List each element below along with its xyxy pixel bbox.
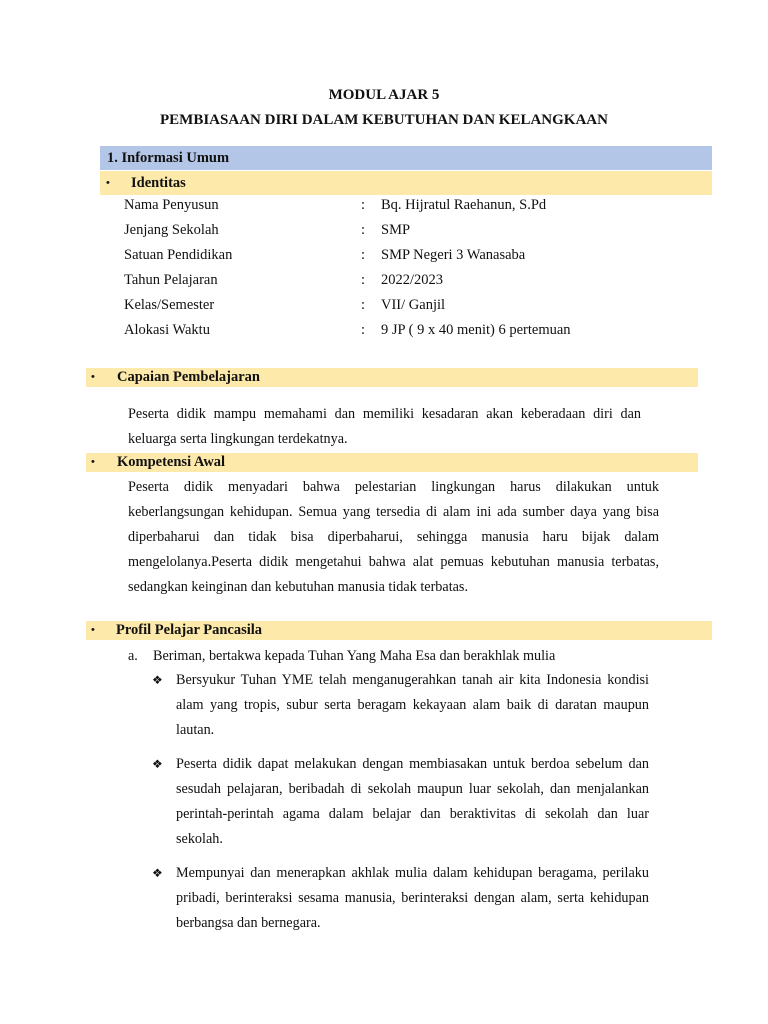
info-value: 2022/2023 (381, 272, 444, 288)
profil-point: Mempunyai dan menerapkan akhlak mulia dalam kehidupan beragama, perilaku pribadi, berinteraksi sesama manusia, berinteraksi dengan alam, serta kehidupan berbangsa dan bernegara. (176, 865, 649, 931)
profil-item-a-marker: a. (128, 648, 138, 664)
profil-header (86, 621, 712, 640)
identitas-label: Identitas (131, 175, 186, 191)
capaian-label: Capaian Pembelajaran (117, 369, 260, 385)
bullet-icon: • (106, 177, 110, 189)
info-value: SMP (381, 222, 411, 238)
info-label: Kelas/Semester (124, 297, 215, 313)
kompetensi-label: Kompetensi Awal (117, 454, 226, 470)
kompetensi-paragraph: Peserta didik menyadari bahwa pelestarian lingkungan harus dilakukan untuk keberlangsungan kehidupan. Semua yang tersedia di alam ini ada sumber daya yang bisa diperbaharui dan tidak bisa diperbaharui, sehingga manusia haru bijak dalam mengelolanya.Peserta didik mengetahui bahwa alat pemuas kebutuhan manusia terbatas, sedangkan keinginan dan kebutuhan manusia tidak terbatas. (128, 479, 659, 595)
info-value: Bq. Hijratul Raehanun, S.Pd (381, 197, 547, 213)
info-row (0, 320, 768, 340)
info-row (0, 270, 768, 290)
info-row (0, 220, 768, 240)
info-label: Tahun Pelajaran (124, 272, 218, 288)
info-row (0, 195, 768, 215)
module-title: MODUL AJAR 5 (328, 87, 440, 103)
identitas-header (100, 171, 712, 195)
info-row (0, 245, 768, 265)
info-colon: : (361, 322, 366, 338)
bullet-icon: • (91, 456, 95, 468)
module-subtitle: PEMBIASAAN DIRI DALAM KEBUTUHAN DAN KELANGKAAN (160, 112, 608, 128)
bullet-icon: • (91, 371, 95, 383)
info-label: Satuan Pendidikan (124, 247, 233, 263)
capaian-paragraph: Peserta didik mampu memahami dan memiliki kesadaran akan keberadaan diri dan keluarga serta lingkungan terdekatnya. (128, 406, 641, 447)
info-label: Alokasi Waktu (124, 322, 210, 338)
profil-point: Peserta didik dapat melakukan dengan membiasakan untuk berdoa sebelum dan sesudah pelajaran, beribadah di sekolah maupun luar sekolah, dan menjalankan perintah-perintah agama dalam belajar dan beraktivitas di sekolah dan luar sekolah. (176, 756, 649, 847)
diamond-bullet-icon: ❖ (152, 757, 163, 771)
info-value: SMP Negeri 3 Wanasaba (381, 247, 526, 263)
bullet-icon: • (91, 624, 95, 636)
profil-label: Profil Pelajar Pancasila (116, 622, 263, 638)
diamond-bullet-icon: ❖ (152, 673, 163, 687)
info-colon: : (361, 297, 366, 313)
section-informasi-umum-header: 1. Informasi Umum (100, 146, 712, 170)
info-colon: : (361, 272, 366, 288)
kompetensi-header (86, 453, 698, 472)
info-value: VII/ Ganjil (381, 297, 446, 313)
info-label: Nama Penyusun (124, 197, 219, 213)
info-colon: : (361, 247, 366, 263)
info-value: 9 JP ( 9 x 40 menit) 6 pertemuan (381, 322, 571, 338)
info-colon: : (361, 222, 366, 238)
diamond-bullet-icon: ❖ (152, 866, 163, 880)
info-colon: : (361, 197, 366, 213)
profil-item-a-text: Beriman, bertakwa kepada Tuhan Yang Maha Esa dan berakhlak mulia (153, 648, 556, 664)
capaian-header (86, 368, 698, 387)
info-row (0, 295, 768, 315)
info-label: Jenjang Sekolah (124, 222, 219, 238)
profil-point: Bersyukur Tuhan YME telah menganugerahkan tanah air kita Indonesia kondisi alam yang tropis, subur serta beragam kekayaan alam baik di daratan maupun lautan. (176, 672, 649, 738)
